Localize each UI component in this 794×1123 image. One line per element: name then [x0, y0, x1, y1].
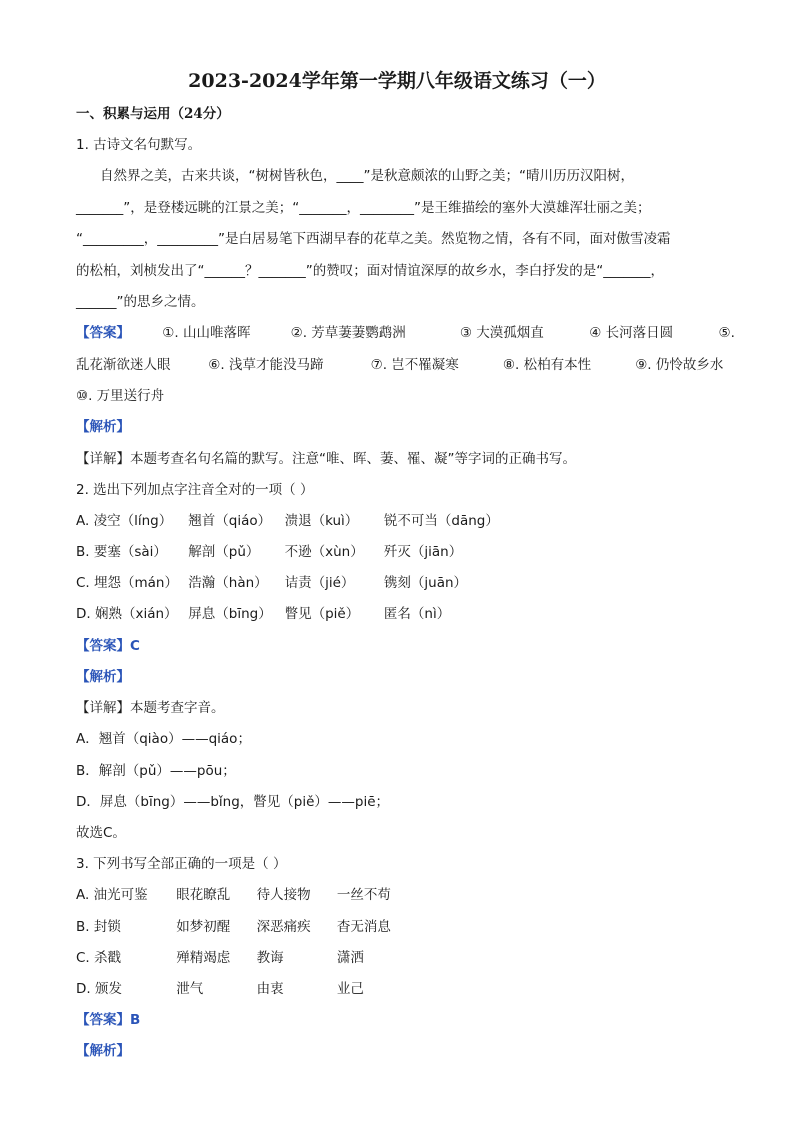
- option-part: B. 封锁: [76, 919, 121, 935]
- option-part: D. 颁发: [76, 981, 122, 997]
- option-part: 泄气: [176, 981, 204, 997]
- answer-item: ③ 大漠孤烟直: [459, 325, 544, 341]
- option-part: 匿名（nì）: [383, 606, 451, 622]
- q2-stem: 2. 选出下列加点字注音全对的一项（ ）: [76, 482, 314, 498]
- option-part: 溃退（kuì）: [284, 513, 359, 529]
- answer-label: 【答案】B: [76, 1012, 141, 1028]
- option-part: 潇洒: [336, 950, 364, 966]
- option-part: 殚精竭虑: [176, 950, 231, 966]
- option-part: C. 杀戳: [76, 950, 122, 966]
- option-part: C. 埋怨（mán）: [76, 575, 178, 591]
- detail-text: 【详解】本题考查字音。: [76, 700, 225, 716]
- q3-option: [76, 948, 718, 968]
- analysis-label: 【解析】: [76, 1043, 130, 1059]
- q1-answer-row: [76, 355, 724, 375]
- answer-item: 乱花渐欲迷人眼: [76, 357, 171, 373]
- q2-option: [76, 542, 718, 562]
- option-part: 待人接物: [256, 887, 311, 903]
- option-part: 锐不可当（dāng）: [383, 513, 499, 529]
- option-part: D. 娴熟（xián）: [76, 606, 178, 622]
- q1-para-line: “_________，_________”是白居易笔下西湖早春的花草之美。然览物之情，各有不同，面对傲雪凌霜: [76, 231, 671, 247]
- q2-option: [76, 511, 718, 531]
- q2-option: [76, 604, 718, 624]
- answer-item: ⑨. 仍怜故乡水: [635, 357, 724, 373]
- q3-option: [76, 917, 718, 937]
- detail-line: 故选C。: [76, 825, 126, 841]
- q3-option: [76, 885, 718, 905]
- option-part: 诘责（jié）: [284, 575, 355, 591]
- q1-para-line: 自然界之美，古来共谈，“树树皆秋色，____”是秋意颇浓的山野之美；“晴川历历汉阳树，: [100, 168, 634, 184]
- option-part: 由衷: [256, 981, 284, 997]
- option-part: 歼灭（jiān）: [383, 544, 463, 560]
- option-part: 瞥见（piě）: [284, 606, 360, 622]
- answer-item: ④ 长河落日圆: [589, 325, 674, 341]
- option-part: 解剖（pǔ）: [188, 544, 260, 560]
- q1-stem: 1. 古诗文名句默写。: [76, 137, 202, 153]
- q3-option: [76, 979, 718, 999]
- option-part: 不逊（xùn）: [284, 544, 364, 560]
- answer-item: ②. 芳草萋萋鹦鹉洲: [290, 325, 406, 341]
- detail-line: D．屏息（bīng）——bǐng，瞥见（piě）——piē；: [76, 794, 390, 810]
- option-part: 如梦初醒: [176, 919, 231, 935]
- option-part: 眼花瞭乱: [176, 887, 231, 903]
- answer-item: ⑧. 松柏有本性: [502, 357, 592, 373]
- analysis-label: 【解析】: [76, 419, 130, 435]
- page-title: 2023-2024学年第一学期八年级语文练习（一）: [188, 70, 606, 92]
- option-part: 一丝不苟: [336, 887, 391, 903]
- option-part: 教诲: [256, 950, 284, 966]
- option-part: A. 油光可鉴: [76, 887, 148, 903]
- option-part: A. 凌空（líng）: [76, 513, 173, 529]
- section-heading: 一、积累与运用（24分）: [76, 106, 230, 122]
- answer-item: ⑦. 岂不罹凝寒: [370, 357, 459, 373]
- detail-line: A．翘首（qiào）——qiáo；: [76, 731, 251, 747]
- option-part: 深恶痛疾: [256, 919, 311, 935]
- answer-label: 【答案】: [76, 325, 130, 341]
- answer-item: ⑩. 万里送行舟: [76, 388, 165, 404]
- answer-item: ⑤.: [718, 325, 735, 341]
- q1-para-line: 的松柏，刘桢发出了“______？_______”的赞叹；面对情谊深厚的故乡水，李白抒发的是“_______，: [76, 263, 664, 279]
- option-part: 屏息（bīng）: [188, 606, 272, 622]
- q1-para-line: _______”，是登楼远眺的江景之美；“_______，________”是王维描绘的塞外大漠雄浑壮丽之美；: [76, 200, 651, 216]
- answer-item: ⑥. 浅草才能没马蹄: [208, 357, 324, 373]
- detail-text: 【详解】本题考查名句名篇的默写。注意“唯、晖、萋、罹、凝”等字词的正确书写。: [76, 451, 576, 467]
- q1-answer-row: [76, 323, 735, 343]
- detail-line: B．解剖（pǔ）——pōu；: [76, 763, 236, 779]
- q1-para-line: ______”的思乡之情。: [76, 294, 205, 310]
- q3-stem: 3. 下列书写全部正确的一项是（ ）: [76, 856, 287, 872]
- answer-label: 【答案】C: [76, 638, 140, 654]
- option-part: 业己: [336, 981, 364, 997]
- option-part: 翘首（qiáo）: [188, 513, 272, 529]
- q2-option: [76, 573, 718, 593]
- option-part: 浩瀚（hàn）: [188, 575, 268, 591]
- answer-item: ①. 山山唯落晖: [162, 325, 251, 341]
- option-part: 镌刻（juān）: [383, 575, 468, 591]
- analysis-label: 【解析】: [76, 669, 130, 685]
- option-part: 杳无消息: [336, 919, 391, 935]
- option-part: B. 要塞（sài）: [76, 544, 167, 560]
